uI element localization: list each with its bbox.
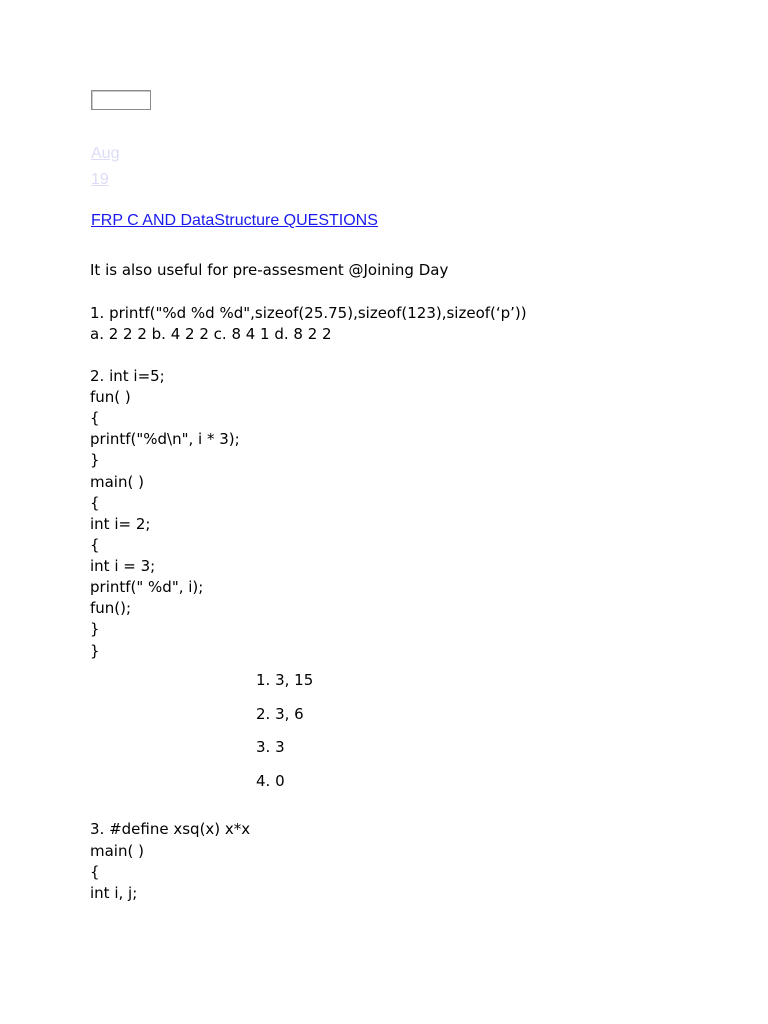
q2-code-line: int i= 2; bbox=[90, 515, 151, 533]
q2-code-line: printf("%d\n", i * 3); bbox=[90, 430, 240, 448]
q3-code-line: main( ) bbox=[90, 842, 144, 860]
q2-option: 4. 0 bbox=[256, 772, 285, 790]
q2-code-line: printf(" %d", i); bbox=[90, 578, 204, 596]
q2-code-line: 2. int i=5; bbox=[90, 367, 165, 385]
intro-text: It is also useful for pre-assesment @Joining Day bbox=[90, 261, 449, 279]
q1-options: a. 2 2 2 b. 4 2 2 c. 8 4 1 d. 8 2 2 bbox=[90, 325, 332, 343]
q1-question: 1. printf("%d %d %d",sizeof(25.75),sizeof(123),sizeof(‘p’)) bbox=[90, 304, 527, 322]
q2-code-line: } bbox=[90, 642, 100, 660]
q2-option: 3. 3 bbox=[256, 738, 285, 756]
q2-code-line: main( ) bbox=[90, 473, 144, 491]
q2-option: 1. 3, 15 bbox=[256, 671, 314, 689]
post-date-month[interactable]: Aug bbox=[91, 145, 120, 162]
post-title-link[interactable]: FRP C AND DataStructure QUESTIONS bbox=[91, 212, 378, 229]
q3-code-line: 3. #define xsq(x) x*x bbox=[90, 820, 251, 838]
q3-code-line: { bbox=[90, 863, 100, 881]
q2-option: 2. 3, 6 bbox=[256, 705, 304, 723]
q2-code-line: { bbox=[90, 536, 100, 554]
q2-code-line: int i = 3; bbox=[90, 557, 156, 575]
post-date-day[interactable]: 19 bbox=[91, 171, 109, 188]
q2-code-line: fun( ) bbox=[90, 388, 131, 406]
q2-code-line: { bbox=[90, 409, 100, 427]
q2-code-line: fun(); bbox=[90, 599, 132, 617]
q2-code-line: { bbox=[90, 494, 100, 512]
q3-code-line: int i, j; bbox=[90, 884, 138, 902]
q2-code-line: } bbox=[90, 451, 100, 469]
image-placeholder bbox=[91, 90, 151, 110]
q2-code-line: } bbox=[90, 620, 100, 638]
